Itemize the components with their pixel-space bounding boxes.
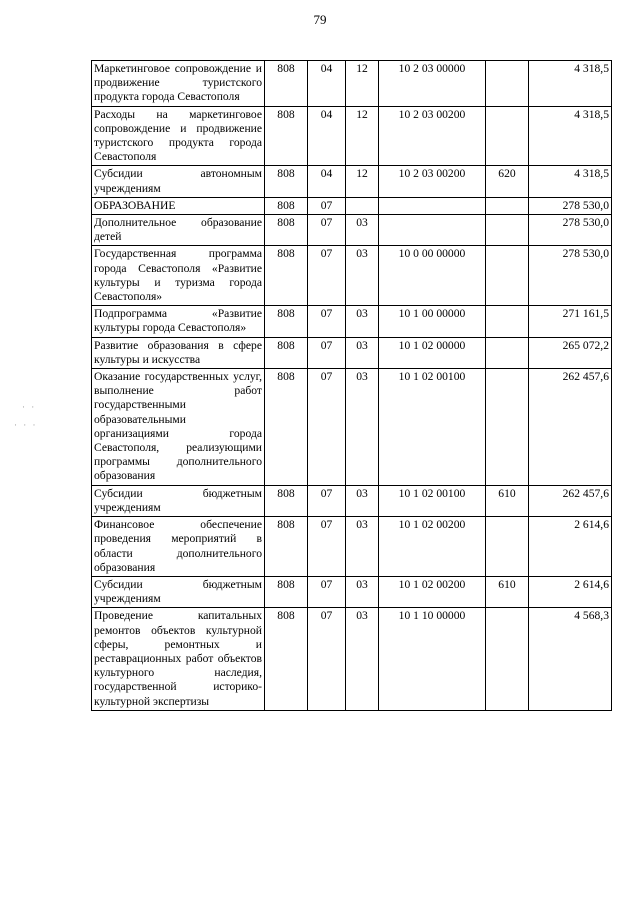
row-sum-cell: 4 318,5: [529, 166, 612, 197]
row-rz-cell: 07: [308, 485, 346, 516]
row-pr-cell: 03: [346, 337, 379, 368]
row-name-cell: Дополнительное образование детей: [92, 215, 265, 246]
row-cs-cell: 10 0 00 00000: [379, 246, 486, 306]
row-pr-cell: 03: [346, 306, 379, 337]
table-row: [92, 166, 612, 197]
row-sum-cell: 278 530,0: [529, 246, 612, 306]
row-vr-cell: [486, 306, 529, 337]
row-sum-cell: 2 614,6: [529, 517, 612, 577]
table-row: [92, 197, 612, 214]
row-pr-cell: 03: [346, 485, 379, 516]
row-gr-cell: 808: [265, 197, 308, 214]
row-name-cell: Развитие образования в сфере культуры и искусства: [92, 337, 265, 368]
row-rz-cell: 04: [308, 106, 346, 166]
row-pr-cell: 03: [346, 246, 379, 306]
row-name-cell: Проведение капитальных ремонтов объектов культурной сферы, ремонтных и реставрационных работ объектов культурного наследия, государственной историко-культурной экспертизы: [92, 608, 265, 710]
row-pr-cell: 12: [346, 106, 379, 166]
row-name-cell: Субсидии автономным учреждениям: [92, 166, 265, 197]
row-pr-cell: 12: [346, 166, 379, 197]
row-rz-cell: 07: [308, 215, 346, 246]
row-cs-cell: 10 1 02 00100: [379, 485, 486, 516]
row-rz-cell: 04: [308, 166, 346, 197]
row-cs-cell: 10 1 02 00200: [379, 517, 486, 577]
table-row: [92, 608, 612, 710]
row-vr-cell: [486, 608, 529, 710]
row-rz-cell: 07: [308, 608, 346, 710]
row-cs-cell: 10 2 03 00000: [379, 61, 486, 107]
row-pr-cell: 03: [346, 517, 379, 577]
row-gr-cell: 808: [265, 215, 308, 246]
row-gr-cell: 808: [265, 306, 308, 337]
row-name-cell: Государственная программа города Севастополя «Развитие культуры и туризма города Севастополя»: [92, 246, 265, 306]
row-vr-cell: [486, 197, 529, 214]
row-gr-cell: 808: [265, 106, 308, 166]
row-sum-cell: 271 161,5: [529, 306, 612, 337]
row-vr-cell: [486, 246, 529, 306]
row-rz-cell: 07: [308, 576, 346, 607]
row-sum-cell: 278 530,0: [529, 197, 612, 214]
table-row: [92, 517, 612, 577]
row-sum-cell: 262 457,6: [529, 369, 612, 486]
row-cs-cell: 10 1 02 00100: [379, 369, 486, 486]
row-sum-cell: 2 614,6: [529, 576, 612, 607]
row-cs-cell: [379, 215, 486, 246]
row-gr-cell: 808: [265, 608, 308, 710]
table-row: [92, 485, 612, 516]
table-row: [92, 246, 612, 306]
page-number: 79: [313, 12, 327, 27]
row-gr-cell: 808: [265, 337, 308, 368]
row-pr-cell: 03: [346, 369, 379, 486]
row-cs-cell: 10 2 03 00200: [379, 166, 486, 197]
row-sum-cell: 4 318,5: [529, 106, 612, 166]
row-name-cell: Субсидии бюджетным учреждениям: [92, 576, 265, 607]
row-vr-cell: [486, 106, 529, 166]
row-cs-cell: 10 1 02 00000: [379, 337, 486, 368]
table-row: [92, 576, 612, 607]
row-gr-cell: 808: [265, 517, 308, 577]
row-rz-cell: 07: [308, 517, 346, 577]
row-rz-cell: 07: [308, 306, 346, 337]
row-name-cell: Подпрограмма «Развитие культуры города Севастополя»: [92, 306, 265, 337]
table-row: [92, 215, 612, 246]
row-name-cell: ОБРАЗОВАНИЕ: [92, 197, 265, 214]
row-gr-cell: 808: [265, 485, 308, 516]
table-row: [92, 61, 612, 107]
margin-mark: · ·: [22, 402, 37, 412]
row-name-cell: Расходы на маркетинговое сопровождение и продвижение туристского продукта города Севастополя: [92, 106, 265, 166]
row-cs-cell: 10 2 03 00200: [379, 106, 486, 166]
row-sum-cell: 265 072,2: [529, 337, 612, 368]
row-pr-cell: 03: [346, 608, 379, 710]
row-cs-cell: [379, 197, 486, 214]
row-pr-cell: [346, 197, 379, 214]
row-name-cell: Маркетинговое сопровождение и продвижение туристского продукта города Севастополя: [92, 61, 265, 107]
row-vr-cell: [486, 337, 529, 368]
row-name-cell: Субсидии бюджетным учреждениям: [92, 485, 265, 516]
row-rz-cell: 07: [308, 246, 346, 306]
row-rz-cell: 07: [308, 369, 346, 486]
row-rz-cell: 04: [308, 61, 346, 107]
row-cs-cell: 10 1 02 00200: [379, 576, 486, 607]
table-row: [92, 106, 612, 166]
row-cs-cell: 10 1 00 00000: [379, 306, 486, 337]
table-row: [92, 306, 612, 337]
row-rz-cell: 07: [308, 197, 346, 214]
row-vr-cell: [486, 369, 529, 486]
row-sum-cell: 4 568,3: [529, 608, 612, 710]
row-vr-cell: 610: [486, 576, 529, 607]
row-gr-cell: 808: [265, 246, 308, 306]
row-vr-cell: [486, 61, 529, 107]
row-gr-cell: 808: [265, 369, 308, 486]
row-sum-cell: 262 457,6: [529, 485, 612, 516]
row-pr-cell: 03: [346, 215, 379, 246]
row-vr-cell: 620: [486, 166, 529, 197]
row-sum-cell: 278 530,0: [529, 215, 612, 246]
row-gr-cell: 808: [265, 166, 308, 197]
row-cs-cell: 10 1 10 00000: [379, 608, 486, 710]
table-row: [92, 337, 612, 368]
row-pr-cell: 03: [346, 576, 379, 607]
budget-table: [91, 60, 612, 711]
row-gr-cell: 808: [265, 576, 308, 607]
row-rz-cell: 07: [308, 337, 346, 368]
row-vr-cell: [486, 215, 529, 246]
row-vr-cell: 610: [486, 485, 529, 516]
row-pr-cell: 12: [346, 61, 379, 107]
row-sum-cell: 4 318,5: [529, 61, 612, 107]
row-vr-cell: [486, 517, 529, 577]
row-name-cell: Финансовое обеспечение проведения мероприятий в области дополнительного образования: [92, 517, 265, 577]
table-row: [92, 369, 612, 486]
row-name-cell: Оказание государственных услуг, выполнение работ государственными образовательными организациями города Севастополя, реализующими программы дополнительного образования: [92, 369, 265, 486]
margin-mark: · · ·: [14, 420, 38, 430]
row-gr-cell: 808: [265, 61, 308, 107]
